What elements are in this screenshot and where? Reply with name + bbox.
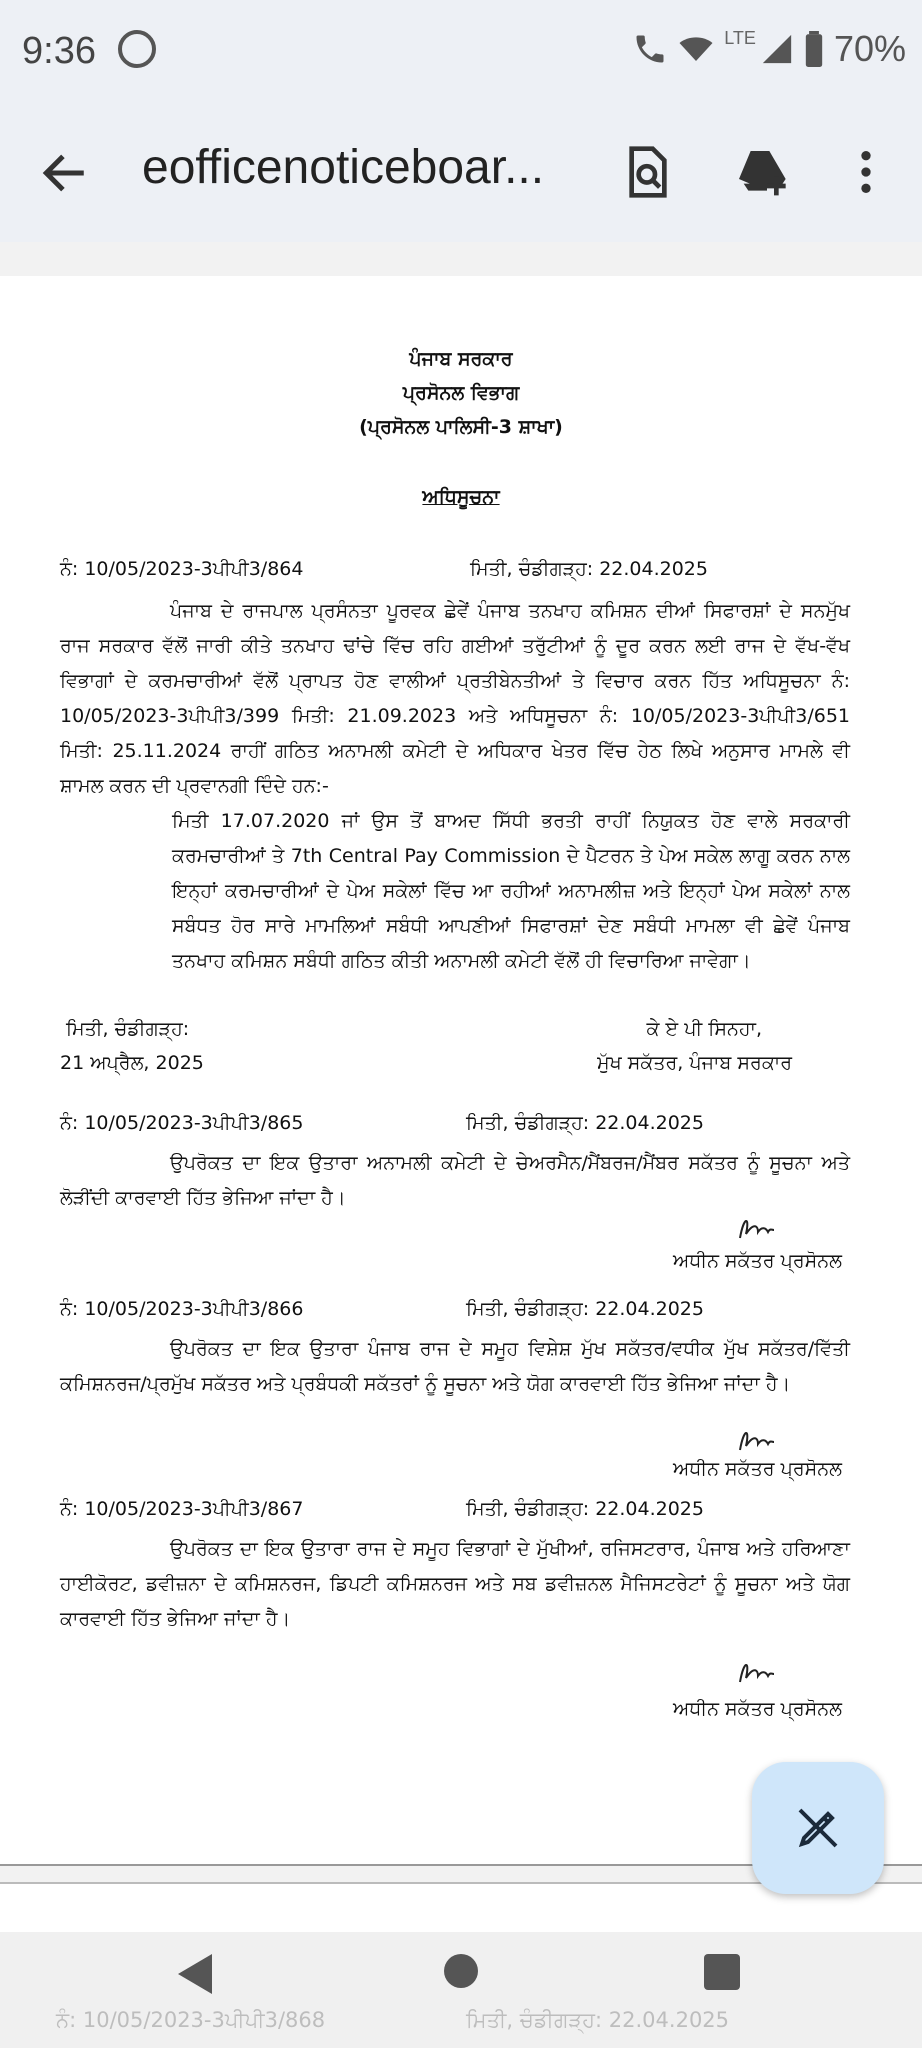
endorsement-number: ਨੰ: 10/05/2023-3ਪੀਪੀ3/866 <box>60 1298 304 1320</box>
ghost-ref-number: ਨੰ: 10/05/2023-3ਪੀਪੀ3/868 <box>56 2008 326 2032</box>
system-nav-bar <box>0 1932 922 2048</box>
endorsement-text: ਉਪਰੋਕਤ ਦਾ ਇਕ ਉਤਾਰਾ ਅਨਾਮਲੀ ਕਮੇਟੀ ਦੇ ਚੇਅਰਮੈਨ/ਮੈਂਬਰਜ/ਮੈਂਬਰ ਸਕੱਤਰ ਨੂੰ ਸੂਚਨਾ ਅਤੇ ਲੋੜੀਂਦੀ ਕਾਰਵਾਈ ਹਿੱਤ ਭੇਜਿਆ ਜਾਂਦਾ ਹੈ। <box>60 1152 850 1209</box>
signature-mark <box>736 1424 776 1458</box>
arrow-left-icon[interactable] <box>40 148 90 198</box>
signatory-name: ਕੇ ਏ ਪੀ ਸਿਨਹਾ, <box>646 1018 762 1040</box>
battery-icon <box>804 31 824 67</box>
system-icons <box>632 28 906 70</box>
wifi-calling-icon <box>632 31 668 67</box>
document-title: eofficenoticeboar... <box>142 141 545 194</box>
network-type: LTE <box>724 28 756 48</box>
notification-clause: ਮਿਤੀ 17.07.2020 ਜਾਂ ਉਸ ਤੋਂ ਬਾਅਦ ਸਿੱਧੀ ਭਰਤੀ ਰਾਹੀਂ ਨਿਯੁਕਤ ਹੋਣ ਵਾਲੇ ਸਰਕਾਰੀ ਕਰਮਚਾਰੀਆਂ ਤੇ 7th Central Pay Commission ਦੇ ਪੈਟਰਨ ਤੇ ਪੇਅ ਸਕੇਲ ਲਾਗੂ ਕਰਨ ਨਾਲ ਇਨ੍ਹਾਂ ਕਰਮਚਾਰੀਆਂ ਦੇ ਪੇਅ ਸਕੇਲਾਂ ਵਿੱਚ ਆ ਰਹੀਆਂ ਅਨਾਮਲੀਜ਼ ਅਤੇ ਇਨ੍ਹਾਂ ਪੇਅ ਸਕੇਲਾਂ ਨਾਲ ਸਬੰਧਤ ਹੋਰ ਸਾਰੇ ਮਾਮਲਿਆਂ ਸਬੰਧੀ ਆਪਣੀਆਂ ਸਿਫਾਰਸ਼ਾਂ ਦੇਣ ਸਬੰਧੀ ਮਾਮਲਾ ਵੀ ਛੇਵੇਂ ਪੰਜਾਬ ਤਨਖਾਹ ਕਮਿਸ਼ਨ ਸਬੰਧੀ ਗਠਿਤ ਕੀਤੀ ਅਨਾਮਲੀ ਕਮੇਟੀ ਵੱਲੋਂ ਹੀ ਵਿਚਾਰਿਆ ਜਾਵੇਗਾ। <box>172 810 850 972</box>
doc-header-branch: (ਪ੍ਰਸੋਨਲ ਪਾਲਿਸੀ-3 ਸ਼ਾਖਾ) <box>359 416 563 438</box>
edit-pen-icon <box>794 1804 842 1852</box>
nav-home-button[interactable] <box>444 1954 478 1988</box>
endorsement-text: ਉਪਰੋਕਤ ਦਾ ਇਕ ਉਤਾਰਾ ਰਾਜ ਦੇ ਸਮੂਹ ਵਿਭਾਗਾਂ ਦੇ ਮੁੱਖੀਆਂ, ਰਜਿਸਟਰਾਰ, ਪੰਜਾਬ ਅਤੇ ਹਰਿਆਣਾ ਹਾਈਕੋਰਟ, ਡਵੀਜ਼ਨਾ ਦੇ ਕਮਿਸ਼ਨਰਜ, ਡਿਪਟੀ ਕਮਿਸ਼ਨਰਜ ਅਤੇ ਸਬ ਡਵੀਜ਼ਨਲ ਮੈਜਿਸਟਰੇਟਾਂ ਨੂੰ ਸੂਚਨਾ ਅਤੇ ਯੋਗ ਕਾਰਵਾਈ ਹਿੱਤ ਭੇਜਿਆ ਜਾਂਦਾ ਹੈ। <box>60 1538 850 1630</box>
ref-date: ਮਿਤੀ, ਚੰਡੀਗੜ੍ਹ: 22.04.2025 <box>470 558 708 580</box>
nav-back-button[interactable] <box>178 1954 212 1994</box>
doc-header-dept: ਪ੍ਰਸੋਨਲ ਵਿਭਾਗ <box>402 382 520 404</box>
status-bar <box>0 0 922 104</box>
notification-paragraph: ਪੰਜਾਬ ਦੇ ਰਾਜਪਾਲ ਪ੍ਰਸੰਨਤਾ ਪੂਰਵਕ ਛੇਵੇਂ ਪੰਜਾਬ ਤਨਖਾਹ ਕਮਿਸ਼ਨ ਦੀਆਂ ਸਿਫਾਰਸ਼ਾਂ ਦੇ ਸਨਮੁੱਖ ਰਾਜ ਸਰਕਾਰ ਵੱਲੋਂ ਜਾਰੀ ਕੀਤੇ ਤਨਖਾਹ ਢਾਂਚੇ ਵਿੱਚ ਰਹਿ ਗਈਆਂ ਤਰੁੱਟੀਆਂ ਨੂੰ ਦੂਰ ਕਰਨ ਲਈ ਰਾਜ ਦੇ ਵੱਖ-ਵੱਖ ਵਿਭਾਗਾਂ ਦੇ ਕਰਮਚਾਰੀਆਂ ਵੱਲੋਂ ਪ੍ਰਾਪਤ ਹੋਣ ਵਾਲੀਆਂ ਪ੍ਰਤੀਬੇਨਤੀਆਂ ਤੇ ਵਿਚਾਰ ਕਰਨ ਹਿੱਤ ਅਧਿਸੂਚਨਾ ਨੰ: 10/05/2023-3ਪੀਪੀ3/399 ਮਿਤੀ: 21.09.2023 ਅਤੇ ਅਧਿਸੂਚਨਾ ਨੰ: 10/05/2023-3ਪੀਪੀ3/651 ਮਿਤੀ: 25.11.2024 ਰਾਹੀਂ ਗਠਿਤ ਅਨਾਮਲੀ ਕਮੇਟੀ ਦੇ ਅਧਿਕਾਰ ਖੇਤਰ ਵਿੱਚ ਹੇਠ ਲਿਖੇ ਅਨੁਸਾਰ ਮਾਮਲੇ ਵੀ ਸ਼ਾਮਲ ਕਰਨ ਦੀ ਪ੍ਰਵਾਨਗੀ ਦਿੰਦੇ ਹਨ:- <box>60 600 850 797</box>
endorsement-signer: ਅਧੀਨ ਸਕੱਤਰ ਪ੍ਰਸੋਨਲ <box>673 1458 842 1480</box>
signature-mark <box>736 1656 776 1690</box>
edit-fab-button[interactable] <box>752 1762 884 1894</box>
endorsement-date: ਮਿਤੀ, ਚੰਡੀਗੜ੍ਹ: 22.04.2025 <box>466 1298 704 1320</box>
more-vert-icon[interactable] <box>838 144 894 200</box>
pdf-page <box>0 276 922 1866</box>
endorsement-signer: ਅਧੀਨ ਸਕੱਤਰ ਪ੍ਰਸੋਨਲ <box>673 1250 842 1272</box>
endorsement-number: ਨੰ: 10/05/2023-3ਪੀਪੀ3/867 <box>60 1498 304 1520</box>
doc-title: ਅਧਿਸੂਚਨਾ <box>422 486 500 508</box>
place-label: ਮਿਤੀ, ਚੰਡੀਗੜ੍ਹ: <box>66 1018 190 1040</box>
signal-icon <box>760 32 794 66</box>
endorsement-date: ਮਿਤੀ, ਚੰਡੀਗੜ੍ਹ: 22.04.2025 <box>466 1498 704 1520</box>
endorsement-date: ਮਿਤੀ, ਚੰਡੀਗੜ੍ਹ: 22.04.2025 <box>466 1112 704 1134</box>
search-in-page-icon[interactable] <box>620 144 676 200</box>
signatory-title: ਮੁੱਖ ਸਕੱਤਰ, ਪੰਜਾਬ ਸਰਕਾਰ <box>597 1052 792 1074</box>
add-to-drive-icon[interactable] <box>732 144 788 200</box>
doc-header-govt: ਪੰਜਾਬ ਸਰਕਾਰ <box>409 348 513 370</box>
endorsement-signer: ਅਧੀਨ ਸਕੱਤਰ ਪ੍ਰਸੋਨਲ <box>673 1698 842 1720</box>
document-viewer[interactable] <box>0 242 922 1932</box>
wifi-icon <box>678 31 714 67</box>
ghost-ref-date: ਮਿਤੀ, ਚੰਡੀਗੜ੍ਹ: 22.04.2025 <box>466 2008 730 2032</box>
whatsapp-icon <box>118 30 156 68</box>
endorsement-number: ਨੰ: 10/05/2023-3ਪੀਪੀ3/865 <box>60 1112 304 1134</box>
signature-mark <box>736 1212 776 1246</box>
clock: 9:36 <box>22 30 96 72</box>
battery-percent: 70% <box>833 28 906 69</box>
app-bar <box>0 104 922 242</box>
nav-recents-button[interactable] <box>704 1954 740 1990</box>
endorsement-text: ਉਪਰੋਕਤ ਦਾ ਇਕ ਉਤਾਰਾ ਪੰਜਾਬ ਰਾਜ ਦੇ ਸਮੂਹ ਵਿਸ਼ੇਸ਼ ਮੁੱਖ ਸਕੱਤਰ/ਵਧੀਕ ਮੁੱਖ ਸਕੱਤਰ/ਵਿੱਤੀ ਕਮਿਸ਼ਨਰਜ/ਪ੍ਰਮੁੱਖ ਸਕੱਤਰ ਅਤੇ ਪ੍ਰਬੰਧਕੀ ਸਕੱਤਰਾਂ ਨੂੰ ਸੂਚਨਾ ਅਤੇ ਯੋਗ ਕਾਰਵਾਈ ਹਿੱਤ ਭੇਜਿਆ ਜਾਂਦਾ ਹੈ। <box>60 1338 850 1395</box>
ref-number: ਨੰ: 10/05/2023-3ਪੀਪੀ3/864 <box>60 558 304 580</box>
place-date: 21 ਅਪ੍ਰੈਲ, 2025 <box>60 1052 204 1074</box>
